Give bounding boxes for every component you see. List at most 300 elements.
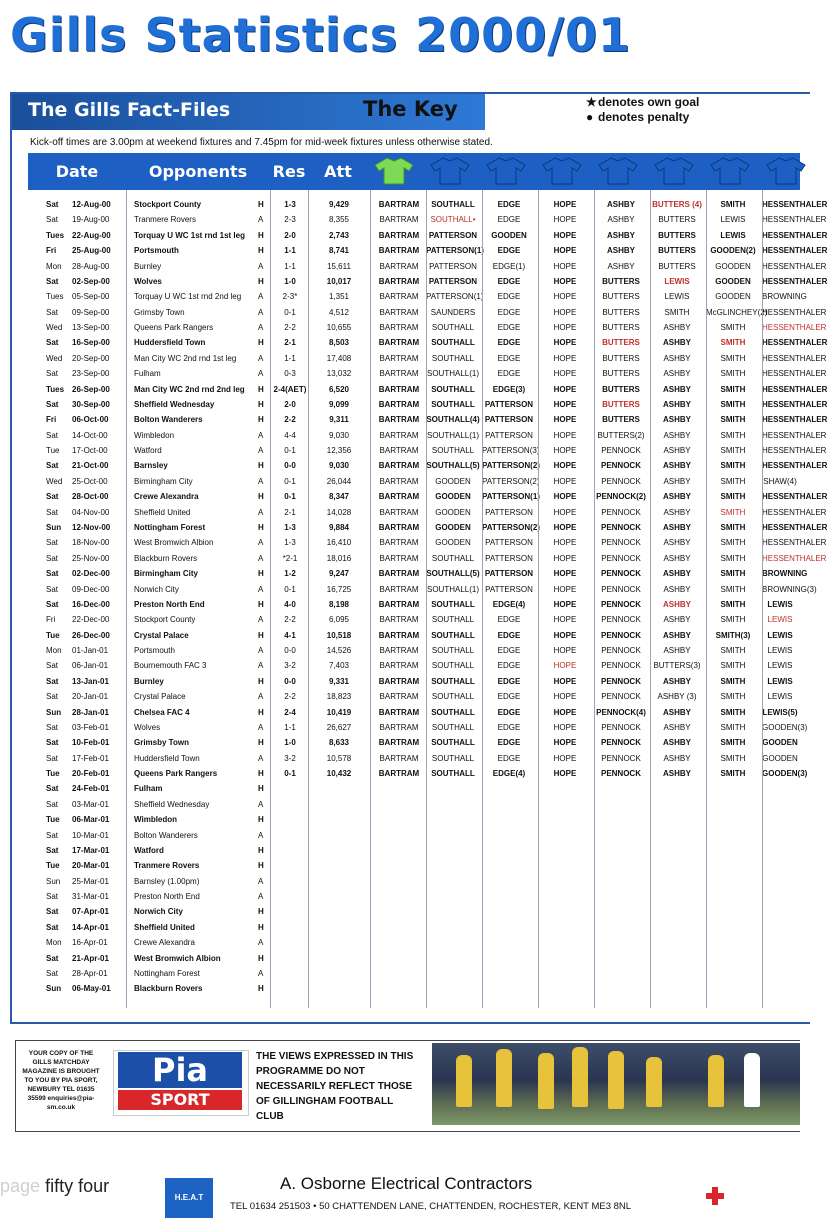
table-row: [28, 305, 827, 320]
cell-venue: H: [258, 522, 264, 532]
cell-player: BROWNING: [762, 292, 807, 302]
cell-player: SMITH: [720, 399, 746, 409]
sponsor-address: TEL 01634 251503 • 50 CHATTENDEN LANE, CHATTENDEN, ROCHESTER, KENT ME3 8NL: [230, 1201, 632, 1212]
table-row: [28, 320, 827, 335]
cell-opponent: Huddersfield Town: [134, 338, 206, 348]
cell-player: SOUTHALL: [431, 553, 475, 563]
cell-player: ASHBY: [662, 399, 691, 409]
cell-player: SOUTHALL: [431, 707, 475, 717]
cell-player: HOPE: [553, 661, 577, 671]
cell-day: Sat: [46, 845, 59, 855]
table-row: [28, 812, 800, 827]
cell-player: LEWIS: [767, 615, 793, 625]
cell-player: EDGE(4): [492, 769, 526, 779]
cell-result: 4-4: [284, 430, 296, 440]
table-row: [28, 597, 800, 612]
cell-player: EDGE: [497, 630, 521, 640]
cell-opponent: Man City WC 2nd rnd 1st leg: [134, 353, 237, 363]
cell-player: BARTRAM: [379, 369, 419, 379]
cell-player: BARTRAM: [378, 230, 420, 240]
cell-result: 0-1: [284, 584, 296, 594]
cell-player: SOUTHALL: [431, 769, 475, 779]
cell-date: 28-Jan-01: [72, 707, 109, 717]
cell-attendance: 9,311: [329, 415, 349, 425]
cell-player: EDGE: [497, 323, 521, 333]
cell-player: EDGE: [497, 292, 521, 302]
cell-player: EDGE: [497, 707, 521, 717]
cell-opponent: Bolton Wanderers: [134, 415, 203, 425]
cell-player: HESSENTHALER: [762, 276, 827, 286]
cell-player: SMITH: [720, 722, 746, 732]
cell-player: HOPE: [553, 261, 577, 271]
cell-date: 25-Oct-00: [72, 476, 108, 486]
cell-opponent: Tranmere Rovers: [134, 861, 200, 871]
cell-player: ASHBY: [662, 461, 691, 471]
cell-player: SOUTHALL: [431, 692, 475, 702]
column-divider: [594, 190, 595, 1008]
table-row: [28, 735, 800, 750]
cell-player: PATTERSON: [484, 569, 534, 579]
cell-date: 23-Sep-00: [72, 369, 110, 379]
cell-date: 03-Mar-01: [72, 799, 109, 809]
cell-player: GOODEN: [715, 261, 751, 271]
cell-player: HOPE: [553, 584, 577, 594]
cell-player: LEWIS: [767, 630, 793, 640]
cell-player: BARTRAM: [378, 769, 420, 779]
cell-date: 03-Feb-01: [72, 722, 109, 732]
cell-player: HOPE: [553, 461, 577, 471]
cell-venue: A: [258, 292, 264, 302]
cell-player: SMITH: [720, 676, 746, 686]
cell-day: Sat: [46, 799, 59, 809]
cell-player: HOPE: [553, 599, 577, 609]
cell-player: HESSENTHALER: [762, 507, 827, 517]
cell-opponent: Fulham: [134, 784, 163, 794]
cell-player: EDGE: [497, 676, 521, 686]
cell-attendance: 10,518: [326, 630, 352, 640]
cell-player: BARTRAM: [379, 692, 419, 702]
cell-opponent: Stockport County: [134, 200, 202, 209]
cell-player: HESSENTHALER: [762, 384, 827, 394]
cell-venue: A: [258, 476, 264, 486]
cell-player: GOODEN: [435, 492, 471, 502]
cell-player: BARTRAM: [378, 630, 420, 640]
cell-day: Tue: [46, 815, 60, 825]
cell-player: PATTERSON: [428, 230, 478, 240]
cell-result: *2-1: [282, 553, 298, 563]
sport-logo-text: SPORT: [118, 1090, 242, 1110]
cell-player: HESSENTHALER: [762, 553, 827, 563]
cell-date: 28-Apr-01: [72, 969, 108, 978]
cell-attendance: 13,032: [326, 369, 352, 379]
cell-date: 14-Apr-01: [72, 922, 109, 932]
column-divider: [706, 190, 707, 1008]
cell-player: HOPE: [553, 384, 577, 394]
cell-day: Sun: [46, 522, 62, 532]
cell-player: BARTRAM: [378, 676, 420, 686]
cell-player: HOPE: [553, 646, 577, 656]
cell-opponent: Crystal Palace: [134, 692, 186, 702]
cell-venue: H: [258, 861, 264, 871]
cell-day: Wed: [46, 476, 63, 486]
cell-player: PENNOCK: [601, 722, 641, 732]
cell-result: 2-2: [284, 615, 296, 625]
cell-date: 21-Apr-01: [72, 953, 109, 963]
shirt-icon: [542, 157, 582, 185]
cell-player: EDGE: [497, 369, 521, 379]
cell-result: 0-0: [284, 646, 296, 656]
cell-player: SOUTHALL: [431, 338, 475, 348]
cell-player: BARTRAM: [378, 707, 420, 717]
shirt-icon: [430, 157, 470, 185]
cell-player: ASHBY: [663, 615, 691, 625]
table-row: [28, 428, 827, 443]
cell-attendance: 26,627: [326, 722, 352, 732]
cell-player: ASHBY: [662, 599, 691, 609]
cell-player: HOPE: [553, 769, 577, 779]
cell-player: PATTERSON: [428, 276, 478, 286]
table-row: [28, 720, 808, 735]
cell-player: HESSENTHALER: [762, 200, 827, 209]
cell-player: ASHBY: [606, 246, 635, 256]
cell-player: ASHBY: [663, 507, 691, 517]
table-row: [28, 489, 827, 504]
cell-result: 0-1: [284, 446, 296, 456]
column-divider: [426, 190, 427, 1008]
cell-day: Tues: [46, 230, 65, 240]
table-row: [28, 212, 827, 227]
cell-player: ASHBY: [662, 630, 691, 640]
cell-player: EDGE(3): [492, 384, 526, 394]
cell-opponent: Norwich City: [134, 907, 183, 917]
shirt-icon: [710, 157, 750, 185]
cell-player: EDGE: [497, 722, 521, 732]
shirt-icon: [766, 157, 806, 185]
column-divider: [270, 190, 271, 1008]
cell-result: 2-2: [284, 415, 296, 425]
cell-result: 1-3: [284, 200, 296, 209]
cell-player: PATTERSON: [429, 261, 477, 271]
cell-date: 22-Aug-00: [72, 230, 111, 240]
cell-day: Tue: [46, 630, 60, 640]
cell-player: SMITH: [720, 323, 746, 333]
cell-player: PENNOCK: [601, 538, 641, 548]
cell-player: ASHBY: [663, 446, 691, 456]
table-row: [28, 889, 800, 904]
cell-player: HESSENTHALER: [762, 261, 827, 271]
cell-player: EDGE: [497, 338, 521, 348]
cell-player: HOPE: [553, 676, 577, 686]
column-divider: [482, 190, 483, 1008]
table-row: [28, 751, 800, 766]
cell-player: PENNOCK: [600, 738, 641, 748]
cell-player: PATTERSON: [485, 538, 533, 548]
cell-player: BARTRAM: [378, 492, 420, 502]
cell-player: PATTERSON(3): [482, 446, 540, 456]
red-cross-icon: [706, 1187, 724, 1205]
cell-venue: H: [258, 630, 264, 640]
cell-player: HOPE: [553, 399, 577, 409]
cell-player: SMITH: [720, 569, 746, 579]
cell-result: 0-1: [284, 492, 296, 502]
cell-day: Tue: [46, 769, 60, 779]
cell-player: LEWIS: [767, 676, 793, 686]
cell-venue: H: [258, 845, 264, 855]
cell-player: SOUTHALL: [431, 753, 475, 763]
cell-venue: H: [258, 399, 264, 409]
table-row: [28, 843, 800, 858]
cell-result: 2-2: [284, 323, 296, 333]
cell-player: BARTRAM: [378, 569, 420, 579]
cell-player: LEWIS: [664, 276, 690, 286]
cell-player: BARTRAM: [379, 261, 419, 271]
cell-player: PATTERSON(2): [482, 461, 540, 471]
cell-venue: H: [258, 599, 264, 609]
cell-player: SMITH: [720, 692, 746, 702]
cell-player: HESSENTHALER: [762, 338, 827, 348]
cell-venue: A: [258, 369, 264, 379]
column-divider: [538, 190, 539, 1008]
cell-date: 20-Sep-00: [72, 353, 110, 363]
cell-attendance: 16,725: [326, 584, 352, 594]
cell-player: EDGE: [497, 738, 521, 748]
cell-player: ASHBY: [607, 261, 635, 271]
cell-date: 19-Aug-00: [72, 215, 110, 225]
cell-opponent: Wolves: [134, 722, 161, 732]
cell-player: LEWIS: [720, 215, 746, 225]
cell-player: HESSENTHALER: [762, 307, 827, 317]
cell-player: HESSENTHALER: [762, 399, 827, 409]
cell-day: Mon: [46, 938, 62, 948]
cell-player: LEWIS: [767, 661, 793, 671]
cell-attendance: 14,028: [326, 507, 352, 517]
table-row: [28, 858, 800, 873]
cell-venue: A: [258, 446, 264, 456]
cell-day: Sun: [46, 984, 62, 994]
cell-attendance: 8,633: [328, 738, 350, 748]
cell-day: Sat: [46, 569, 59, 579]
cell-attendance: 18,016: [326, 553, 352, 563]
cell-player: PENNOCK: [600, 569, 641, 579]
penalty-key: ● denotes penalty: [586, 110, 690, 124]
cell-attendance: 4,512: [328, 307, 350, 317]
header-result: Res: [272, 162, 306, 181]
cell-player: GOODEN: [435, 538, 471, 548]
cell-player: ASHBY (3): [657, 692, 697, 702]
cell-player: SOUTHALL: [431, 630, 475, 640]
cell-day: Mon: [46, 646, 62, 656]
cell-player: HOPE: [553, 707, 577, 717]
cell-attendance: 10,419: [326, 707, 352, 717]
cell-date: 02-Dec-00: [72, 569, 110, 579]
shirt-icon: [374, 157, 414, 185]
cell-player: BARTRAM: [378, 276, 420, 286]
cell-opponent: Queens Park Rangers: [134, 769, 218, 779]
cell-date: 22-Dec-00: [72, 615, 110, 625]
cell-date: 07-Apr-01: [72, 907, 109, 917]
cell-opponent: Bournemouth FAC 3: [134, 661, 207, 671]
cell-player: SMITH: [720, 461, 746, 471]
cell-day: Tue: [46, 861, 60, 871]
cell-player: HOPE: [553, 522, 577, 532]
cell-player: LEWIS: [767, 599, 793, 609]
cell-opponent: Crewe Alexandra: [134, 492, 199, 502]
cell-result: 1-3: [284, 522, 296, 532]
cell-player: HOPE: [553, 446, 577, 456]
cell-player: EDGE: [497, 215, 521, 225]
cell-player: BARTRAM: [379, 353, 419, 363]
cell-attendance: 14,526: [326, 646, 352, 656]
cell-venue: H: [258, 569, 264, 579]
cell-date: 17-Oct-00: [72, 446, 108, 456]
cell-attendance: 7,403: [328, 661, 350, 671]
cell-player: BUTTERS(3): [653, 661, 701, 671]
cell-player: SMITH: [720, 584, 746, 594]
cell-attendance: 17,408: [326, 353, 352, 363]
table-row: [28, 981, 800, 996]
cell-opponent: Burnley: [134, 261, 162, 271]
cell-venue: H: [258, 953, 264, 963]
cell-opponent: Barnsley (1.00pm): [134, 876, 200, 886]
cell-attendance: 12,356: [326, 446, 352, 456]
cell-player: PATTERSON: [485, 553, 533, 563]
cell-player: HOPE: [553, 276, 577, 286]
cell-player: BARTRAM: [378, 384, 420, 394]
cell-result: 0-1: [284, 769, 296, 779]
cell-opponent: Sheffield United: [134, 922, 195, 932]
cell-player: ASHBY: [662, 522, 691, 532]
cell-player: SMITH(3): [715, 630, 751, 640]
cell-date: 17-Feb-01: [72, 753, 109, 763]
cell-player: HOPE: [553, 753, 577, 763]
cell-opponent: Huddersfield Town: [134, 753, 200, 763]
cell-player: HESSENTHALER: [762, 538, 827, 548]
column-divider: [762, 190, 763, 1008]
key-heading: The Key: [363, 97, 458, 121]
cell-result: 0-0: [284, 676, 296, 686]
cell-player: BARTRAM: [379, 507, 419, 517]
cell-result: 0-0: [284, 461, 296, 471]
cell-player: BUTTERS: [602, 353, 640, 363]
cell-date: 14-Oct-00: [72, 430, 108, 440]
cell-day: Tues: [46, 292, 64, 302]
cell-day: Sat: [46, 907, 59, 917]
cell-player: PENNOCK: [601, 584, 641, 594]
cell-player: SOUTHALL: [431, 615, 475, 625]
cell-player: PENNOCK: [600, 599, 641, 609]
cell-venue: H: [258, 907, 264, 917]
shirt-icon: [654, 157, 694, 185]
cell-date: 28-Aug-00: [72, 261, 110, 271]
cell-venue: H: [258, 338, 264, 348]
dot-icon: ●: [586, 110, 594, 124]
cell-venue: H: [258, 815, 264, 825]
cell-player: PENNOCK: [600, 461, 641, 471]
cell-venue: H: [258, 984, 264, 994]
disclaimer: THE VIEWS EXPRESSED IN THIS PROGRAMME DO NOT NECESSARILY REFLECT THOSE OF GILLINGHAM FOOTBALL CLUB: [256, 1051, 414, 1122]
cell-player: HOPE: [553, 200, 577, 209]
cell-player: LEWIS(5): [762, 707, 798, 717]
table-row: [28, 920, 800, 935]
shirt-icon: [598, 157, 638, 185]
table-row: [28, 259, 827, 274]
cell-player: ASHBY: [663, 353, 691, 363]
cell-result: 3-2: [284, 661, 296, 671]
table-row: [28, 412, 827, 427]
cell-player: EDGE: [497, 307, 521, 317]
cell-attendance: 2,743: [328, 230, 350, 240]
cell-player: BARTRAM: [379, 323, 419, 333]
cell-player: PENNOCK: [601, 661, 641, 671]
table-row: [28, 658, 800, 673]
cell-player: PATTERSON(1): [426, 246, 484, 256]
cell-venue: A: [258, 215, 264, 225]
cell-player: SOUTHALL: [431, 446, 475, 456]
cell-venue: A: [258, 584, 264, 594]
cell-venue: A: [258, 722, 264, 732]
cell-player: HESSENTHALER: [762, 369, 827, 379]
cell-date: 06-Mar-01: [72, 815, 110, 825]
cell-attendance: 9,030: [328, 430, 350, 440]
cell-date: 30-Sep-00: [72, 399, 110, 409]
cell-player: HESSENTHALER: [762, 522, 827, 532]
cell-date: 26-Dec-00: [72, 630, 110, 640]
cell-opponent: Torquay U WC 1st rnd 1st leg: [134, 230, 245, 240]
cell-player: HOPE: [553, 630, 577, 640]
cell-opponent: Stockport County: [134, 615, 196, 625]
cell-player: LEWIS: [767, 692, 793, 702]
table-row: [28, 828, 800, 843]
cell-player: HOPE: [553, 738, 577, 748]
cell-date: 05-Sep-00: [72, 292, 110, 302]
cell-player: SMITH: [720, 522, 746, 532]
cell-player: SOUTHALL: [431, 676, 475, 686]
cell-day: Sat: [46, 830, 59, 840]
cell-venue: H: [258, 707, 264, 717]
cell-player: HESSENTHALER: [762, 415, 827, 425]
cell-player: BARTRAM: [379, 292, 419, 302]
cell-opponent: Portsmouth: [134, 246, 179, 256]
cell-player: BARTRAM: [378, 461, 420, 471]
cell-date: 21-Oct-00: [72, 461, 109, 471]
cell-player: SOUTHALL(5): [426, 461, 480, 471]
cell-player: ASHBY: [663, 753, 691, 763]
cell-day: Fri: [46, 246, 57, 256]
cell-player: HOPE: [553, 692, 577, 702]
cell-player: ASHBY: [663, 430, 691, 440]
cell-player: BUTTERS: [602, 307, 640, 317]
cell-date: 25-Nov-00: [72, 553, 110, 563]
cell-player: SMITH: [720, 369, 746, 379]
cell-attendance: 10,017: [326, 276, 352, 286]
table-row: [28, 566, 808, 581]
cell-date: 18-Nov-00: [72, 538, 110, 548]
table-row: [28, 458, 827, 473]
cell-venue: H: [258, 784, 264, 794]
table-row: [28, 781, 800, 796]
cell-player: GOODEN: [762, 753, 798, 763]
cell-player: ASHBY: [663, 369, 691, 379]
table-row: [28, 766, 808, 781]
cell-opponent: Birmingham City: [134, 476, 193, 486]
cell-player: BARTRAM: [378, 200, 420, 209]
cell-result: 0-1: [284, 476, 296, 486]
cell-result: 2-3: [284, 215, 296, 225]
cell-player: EDGE: [497, 246, 521, 256]
cell-venue: A: [258, 430, 264, 440]
cell-attendance: 9,429: [328, 200, 350, 209]
cell-player: PATTERSON: [484, 399, 534, 409]
